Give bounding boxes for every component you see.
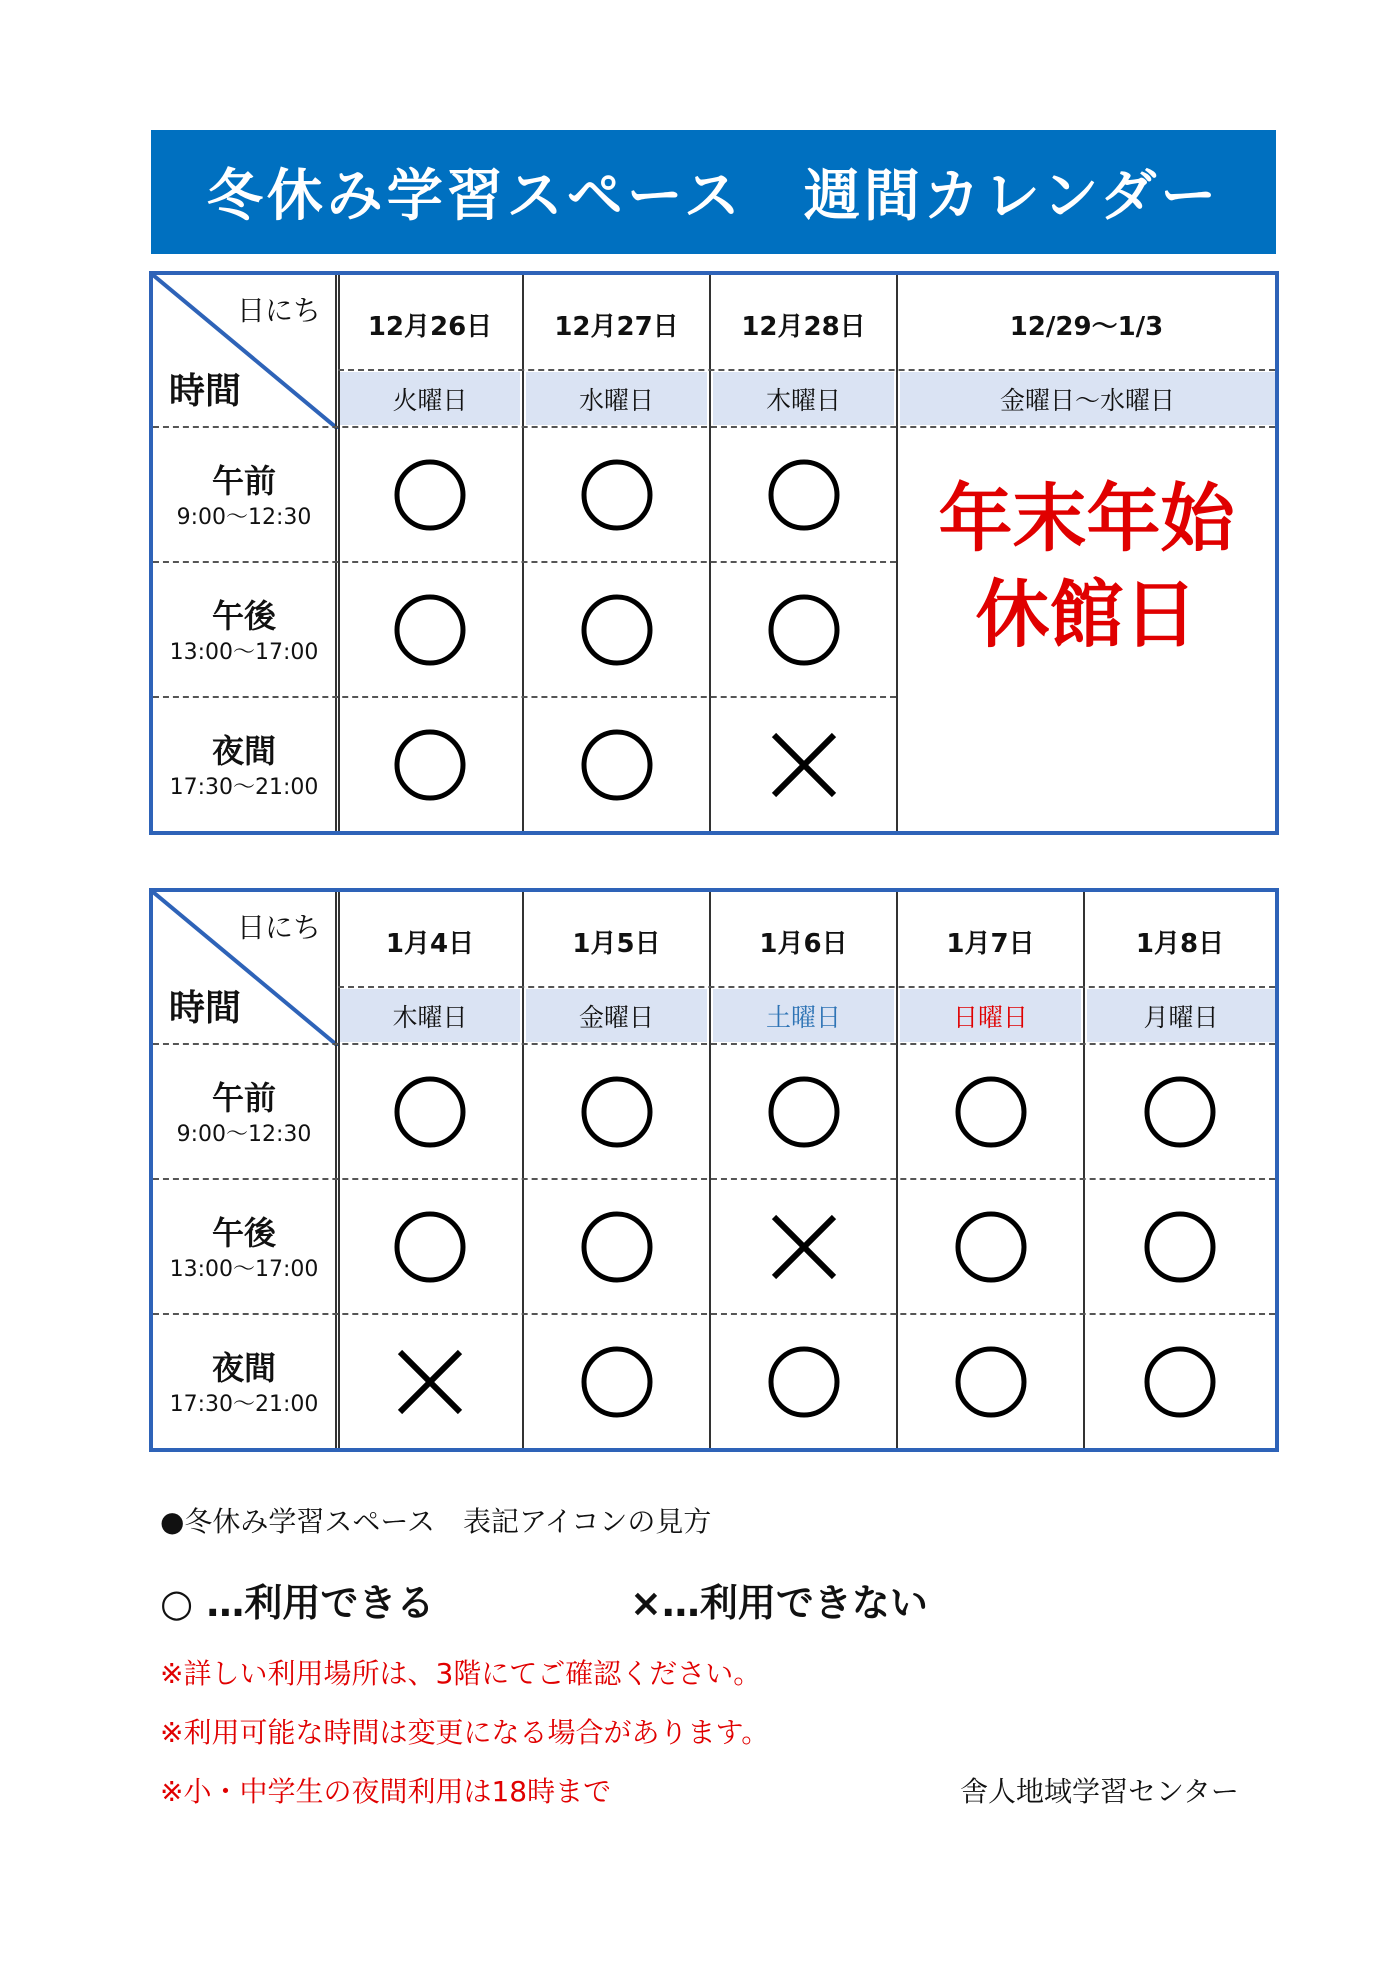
slot-name: 午前 xyxy=(211,1079,276,1117)
available-circle-icon xyxy=(579,457,655,533)
available-circle-icon xyxy=(766,1074,842,1150)
available-circle-icon xyxy=(1142,1074,1218,1150)
unavailable-cross-icon xyxy=(766,727,842,803)
date-label: 12月27日 xyxy=(554,312,679,342)
legend-heading: ●冬休み学習スペース 表記アイコンの見方 xyxy=(160,1505,712,1538)
header-divider xyxy=(338,986,1275,988)
slot-name: 夜間 xyxy=(211,1349,276,1387)
available-circle-icon xyxy=(392,592,468,668)
header-bottom-line xyxy=(153,426,1275,428)
note-location: ※詳しい利用場所は、3階にてご確認ください。 xyxy=(160,1657,762,1690)
slot-afternoon xyxy=(153,1211,335,1285)
header-divider xyxy=(338,369,1275,371)
weekday-label-sunday: 日曜日 xyxy=(900,989,1081,1042)
available-circle-icon xyxy=(1142,1209,1218,1285)
available-circle-icon xyxy=(579,727,655,803)
row-divider xyxy=(153,1178,1275,1180)
date-label: 12/29〜1/3 xyxy=(1009,312,1164,342)
available-circle-icon xyxy=(766,457,842,533)
corner-date-label: 日にち xyxy=(237,294,322,327)
date-label: 12月28日 xyxy=(741,312,866,342)
weekday-label: 木曜日 xyxy=(713,372,894,425)
row-divider xyxy=(153,561,896,563)
available-circle-icon xyxy=(1142,1344,1218,1420)
slot-time: 13:00〜17:00 xyxy=(169,640,319,665)
weekday-label-saturday: 土曜日 xyxy=(713,989,894,1042)
unavailable-cross-icon xyxy=(766,1209,842,1285)
slot-time: 17:30〜21:00 xyxy=(169,775,319,800)
available-circle-icon xyxy=(579,592,655,668)
available-circle-icon xyxy=(392,1209,468,1285)
slot-morning xyxy=(153,1076,335,1150)
available-circle-icon xyxy=(392,457,468,533)
column-divider xyxy=(896,892,898,1448)
note-student-limit: ※小・中学生の夜間利用は18時まで xyxy=(160,1775,612,1808)
available-circle-icon xyxy=(953,1074,1029,1150)
available-circle-icon xyxy=(579,1074,655,1150)
calendar-week-1 xyxy=(149,271,1279,835)
available-circle-icon xyxy=(392,727,468,803)
column-divider xyxy=(709,892,711,1448)
slot-evening xyxy=(153,1346,335,1420)
page-title: 冬休み学習スペース 週間カレンダー xyxy=(151,130,1276,254)
available-circle-icon xyxy=(579,1209,655,1285)
slot-name: 午前 xyxy=(211,462,276,500)
weekday-label: 月曜日 xyxy=(1087,989,1275,1042)
slot-name: 午後 xyxy=(211,1214,276,1252)
column-divider xyxy=(335,275,340,831)
slot-afternoon xyxy=(153,594,335,668)
note-time-change: ※利用可能な時間は変更になる場合があります。 xyxy=(160,1716,770,1749)
column-divider xyxy=(1083,892,1085,1448)
slot-name: 午後 xyxy=(211,597,276,635)
column-divider xyxy=(522,892,524,1448)
column-divider xyxy=(522,275,524,831)
holiday-closed-line2: 休館日 xyxy=(975,572,1198,658)
slot-time: 9:00〜12:30 xyxy=(176,1122,312,1147)
legend-unavailable: ×…利用できない xyxy=(630,1581,928,1625)
column-divider xyxy=(335,892,340,1448)
available-circle-icon xyxy=(392,1074,468,1150)
weekday-label: 金曜日〜水曜日 xyxy=(900,372,1275,425)
slot-evening xyxy=(153,729,335,803)
holiday-closed-notice xyxy=(898,471,1275,663)
corner-time-label: 時間 xyxy=(169,371,242,412)
slot-name: 夜間 xyxy=(211,732,276,770)
slot-morning xyxy=(153,459,335,533)
corner-time-label: 時間 xyxy=(169,988,242,1029)
available-circle-icon xyxy=(953,1344,1029,1420)
available-circle-icon xyxy=(766,592,842,668)
organization-name: 舎人地域学習センター xyxy=(960,1775,1239,1808)
corner-date-label: 日にち xyxy=(237,911,322,944)
date-label: 1月8日 xyxy=(1135,929,1225,959)
date-label: 1月7日 xyxy=(946,929,1035,959)
header-bottom-line xyxy=(153,1043,1275,1045)
date-label: 1月5日 xyxy=(572,929,661,959)
slot-time: 9:00〜12:30 xyxy=(176,505,312,530)
slot-time: 17:30〜21:00 xyxy=(169,1392,319,1417)
column-divider xyxy=(709,275,711,831)
weekday-label: 水曜日 xyxy=(526,372,707,425)
date-label: 1月4日 xyxy=(385,929,475,959)
row-divider xyxy=(153,696,896,698)
date-label: 12月26日 xyxy=(367,312,493,342)
holiday-closed-line1: 年末年始 xyxy=(938,476,1235,562)
legend-available: ○ …利用できる xyxy=(160,1581,435,1625)
unavailable-cross-icon xyxy=(392,1344,468,1420)
weekday-label: 金曜日 xyxy=(526,989,707,1042)
row-divider xyxy=(153,1313,1275,1315)
date-label: 1月6日 xyxy=(759,929,848,959)
available-circle-icon xyxy=(766,1344,842,1420)
available-circle-icon xyxy=(579,1344,655,1420)
slot-time: 13:00〜17:00 xyxy=(169,1257,319,1282)
available-circle-icon xyxy=(953,1209,1029,1285)
weekday-label: 火曜日 xyxy=(340,372,520,425)
calendar-week-2 xyxy=(149,888,1279,1452)
weekday-label: 木曜日 xyxy=(340,989,520,1042)
